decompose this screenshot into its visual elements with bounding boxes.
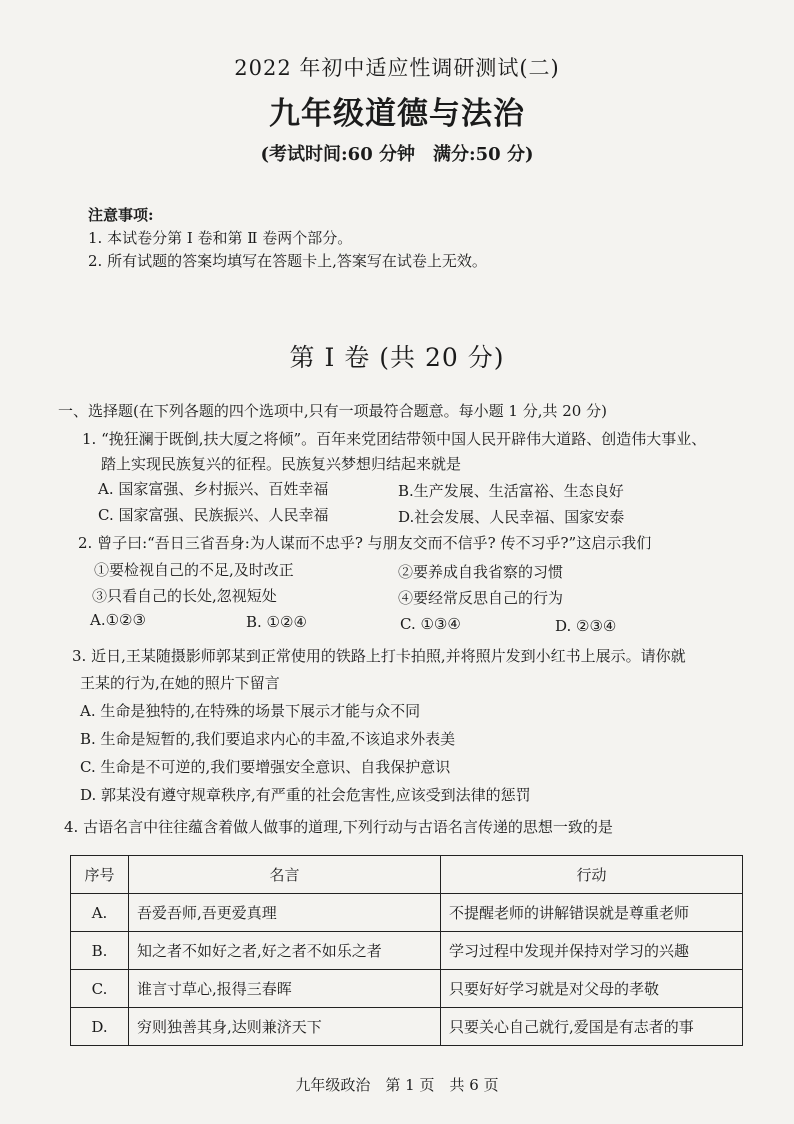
table-cell-index: C. <box>71 970 129 1008</box>
section-title: 第 Ⅰ 卷 (共 20 分) <box>289 343 505 372</box>
subject-title: 九年级道德与法治 <box>269 96 525 132</box>
table-header-cell: 行动 <box>441 856 743 894</box>
table-row <box>71 1008 743 1046</box>
table-cell-action: 学习过程中发现并保持对学习的兴趣 <box>441 932 743 970</box>
notice-title: 注意事项: <box>88 206 154 224</box>
part-title: 一、选择题(在下列各题的四个选项中,只有一项最符合题意。每小题 1 分,共 20 分) <box>58 402 607 420</box>
q1-option-a: A. 国家富强、乡村振兴、百姓幸福 <box>98 480 329 498</box>
table-cell-action: 不提醒老师的讲解错误就是尊重老师 <box>441 894 743 932</box>
table-row <box>71 894 743 932</box>
q1-option-b: B.生产发展、生活富裕、生态良好 <box>398 482 624 500</box>
table-cell-quote: 知之者不如好之者,好之者不如乐之者 <box>129 932 441 970</box>
q3-option-a: A. 生命是独特的,在特殊的场景下展示才能与众不同 <box>80 702 421 720</box>
table-header-row <box>71 856 743 894</box>
notice-item: 2. 所有试题的答案均填写在答题卡上,答案写在试卷上无效。 <box>88 252 487 270</box>
q2-statement-3: ③只看自己的长处,忽视短处 <box>92 587 277 605</box>
q1-stem-line1: 1. “挽狂澜于既倒,扶大厦之将倾”。百年来党团结带领中国人民开辟伟大道路、创造伟大事业、 <box>82 430 707 448</box>
table-cell-index: A. <box>71 894 129 932</box>
exam-name: 2022 年初中适应性调研测试(二) <box>234 56 560 80</box>
table-cell-quote: 吾爱吾师,吾更爱真理 <box>129 894 441 932</box>
q1-option-c: C. 国家富强、民族振兴、人民幸福 <box>98 506 329 524</box>
q1-stem-line2: 踏上实现民族复兴的征程。民族复兴梦想归结起来就是 <box>101 455 462 473</box>
q3-option-b: B. 生命是短暂的,我们要追求内心的丰盈,不该追求外表美 <box>80 730 456 748</box>
table-header-cell: 名言 <box>129 856 441 894</box>
q4-stem: 4. 古语名言中往往蕴含着做人做事的道理,下列行动与古语名言传递的思想一致的是 <box>64 818 613 836</box>
q1-option-d: D.社会发展、人民幸福、国家安泰 <box>398 508 625 526</box>
table-cell-action: 只要好好学习就是对父母的孝敬 <box>441 970 743 1008</box>
q2-option-a: A.①②③ <box>90 611 146 629</box>
q2-statement-1: ①要检视自己的不足,及时改正 <box>94 561 294 579</box>
q4-table-wrapper <box>70 855 742 1046</box>
q2-stem: 2. 曾子曰:“吾日三省吾身:为人谋而不忠乎? 与朋友交而不信乎? 传不习乎?”这启示我们 <box>78 534 652 552</box>
q2-statement-4: ④要经常反思自己的行为 <box>398 589 564 607</box>
table-row <box>71 970 743 1008</box>
table-row <box>71 932 743 970</box>
q2-statement-2: ②要养成自我省察的习惯 <box>398 563 564 581</box>
q2-option-c: C. ①③④ <box>400 615 461 633</box>
q2-option-b: B. ①②④ <box>246 613 307 631</box>
q3-option-c: C. 生命是不可逆的,我们要增强安全意识、自我保护意识 <box>80 758 451 776</box>
table-cell-index: D. <box>71 1008 129 1046</box>
q3-option-d: D. 郭某没有遵守规章秩序,有严重的社会危害性,应该受到法律的惩罚 <box>80 786 531 804</box>
table-cell-quote: 谁言寸草心,报得三春晖 <box>129 970 441 1008</box>
q4-table <box>70 855 743 1046</box>
exam-info: (考试时间:60 分钟 满分:50 分) <box>260 144 534 165</box>
q3-stem-line2: 王某的行为,在她的照片下留言 <box>80 674 280 692</box>
q2-option-d: D. ②③④ <box>555 617 617 635</box>
page-footer: 九年级政治 第 1 页 共 6 页 <box>295 1076 499 1094</box>
table-cell-quote: 穷则独善其身,达则兼济天下 <box>129 1008 441 1046</box>
q3-stem-line1: 3. 近日,王某随摄影师郭某到正常使用的铁路上打卡拍照,并将照片发到小红书上展示。请你就 <box>72 647 686 665</box>
table-cell-action: 只要关心自己就行,爱国是有志者的事 <box>441 1008 743 1046</box>
table-header-cell: 序号 <box>71 856 129 894</box>
notice-item: 1. 本试卷分第 Ⅰ 卷和第 Ⅱ 卷两个部分。 <box>88 229 353 247</box>
table-cell-index: B. <box>71 932 129 970</box>
